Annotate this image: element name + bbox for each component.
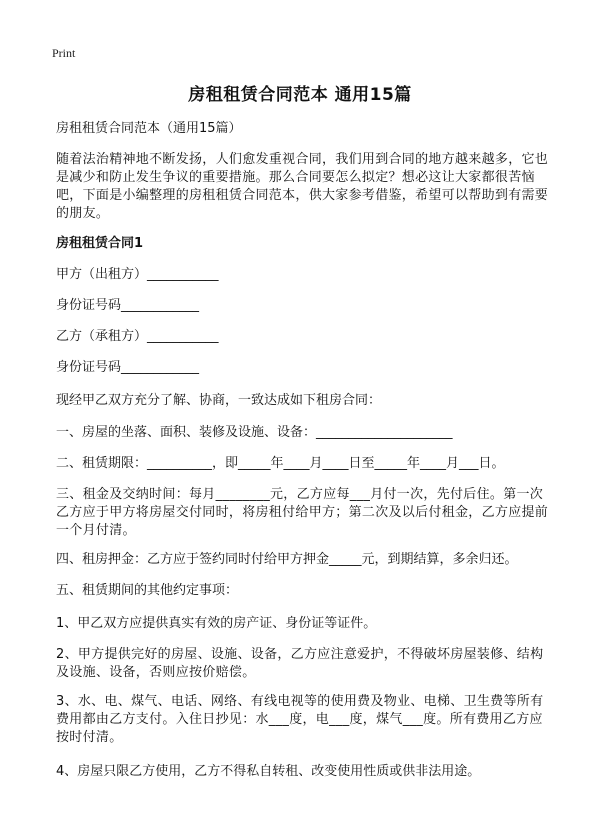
landlord-id-field: 身份证号码____________ [56,298,200,313]
clause-4: 四、租房押金：乙方应于签约同时付给甲方押金_____元，到期结算，多余归还。 [56,552,518,567]
intro-paragraph: 随着法治精神地不断发扬，人们愈发重视合同，我们用到合同的地方越来越多，它也是减少和防止发生争议的重要措施。那么合同要怎么拟定？想必这让大家都很苦恼吧，下面是小编整理的房租租赁合同范本，供大家参考借鉴，希望可以帮助到有需要的朋友。 [56,152,549,221]
clause-1: 一、房屋的坐落、面积、装修及设施、设备：_____________________ [56,425,453,440]
clause-5-3: 3、水、电、煤气、电话、网络、有线电视等的使用费及物业、电梯、卫生费等所有费用都由乙方支付。入住日抄见：水___度，电___度，煤气___度。所有费用乙方应按时付清。 [56,694,544,745]
clause-5-4: 4、房屋只限乙方使用，乙方不得私自转租、改变使用性质或供非法用途。 [56,764,481,779]
document-title: 房租租赁合同范本 通用15篇 [188,85,412,105]
section-heading: 房租租赁合同1 [56,236,144,251]
clause-2: 二、租赁期限：__________，即_____年____月____日至_____年____月___日。 [56,456,505,471]
landlord-field: 甲方（出租方）___________ [56,267,219,282]
clause-3: 三、租金及交纳时间：每月________元，乙方应每___月付一次，先付后住。第一次乙方应于甲方将房屋交付同时，将房租付给甲方；第二次及以后付租金，乙方应提前一个月付清。 [56,487,549,538]
clause-5: 五、租赁期间的其他约定事项： [56,583,239,598]
tenant-id-field: 身份证号码____________ [56,360,200,375]
clause-5-2: 2、甲方提供完好的房屋、设施、设备，乙方应注意爱护，不得破坏房屋装修、结构及设施、设备，否则应按价赔偿。 [56,647,544,680]
print-label[interactable]: Print [52,46,76,60]
clause-5-1: 1、甲乙双方应提供真实有效的房产证、身份证等证件。 [56,616,377,631]
tenant-field: 乙方（承租方）___________ [56,329,219,344]
agreement-intro: 现经甲乙双方充分了解、协商，一致达成如下租房合同： [56,393,382,408]
document-subtitle: 房租租赁合同范本（通用15篇） [56,121,242,136]
